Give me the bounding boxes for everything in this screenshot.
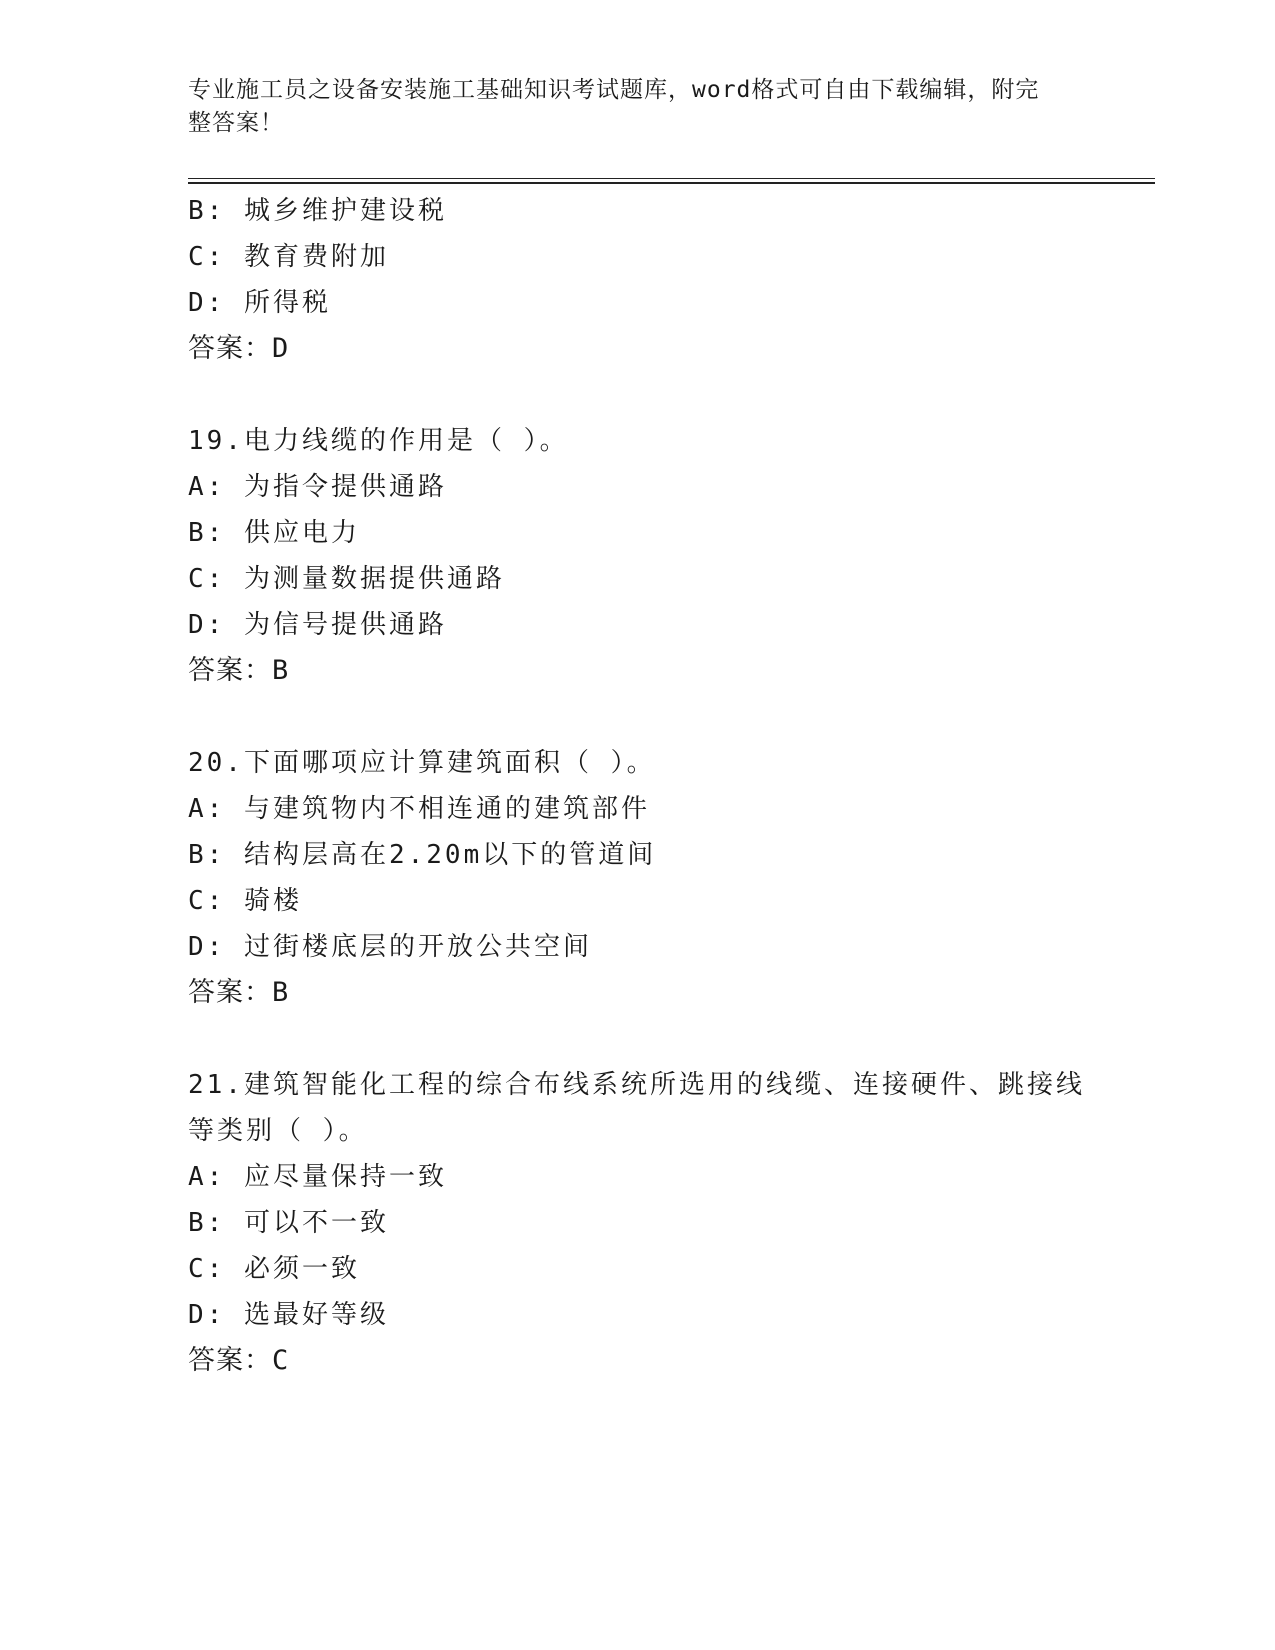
option-line: B: 结构层高在2.20m以下的管道间 <box>188 840 657 870</box>
question-block-19 <box>188 418 1088 694</box>
question-text-line-2: 等类别（ ）。 <box>188 1116 368 1146</box>
option-line: A: 为指令提供通路 <box>188 472 447 502</box>
answer-line: 答案：D <box>188 333 290 364</box>
question-block-20 <box>188 740 1088 1016</box>
option-line: A: 与建筑物内不相连通的建筑部件 <box>188 794 650 824</box>
document-header <box>188 74 1068 140</box>
question-content <box>188 188 1088 1384</box>
previous-question-block <box>188 188 1088 372</box>
question-text: 19.电力线缆的作用是（ ）。 <box>188 426 569 456</box>
option-line: B: 城乡维护建设税 <box>188 196 447 226</box>
option-line: C: 必须一致 <box>188 1254 360 1284</box>
header-line-1: 专业施工员之设备安装施工基础知识考试题库，word格式可自由下载编辑，附完 <box>188 77 1040 103</box>
option-line: B: 供应电力 <box>188 518 360 548</box>
header-divider-thick <box>188 182 1155 184</box>
answer-line: 答案：B <box>188 655 290 686</box>
header-divider-thin <box>188 178 1155 179</box>
option-line: C: 骑楼 <box>188 886 302 916</box>
option-line: B: 可以不一致 <box>188 1208 389 1238</box>
option-line: D: 过街楼底层的开放公共空间 <box>188 932 592 962</box>
option-line: C: 为测量数据提供通路 <box>188 564 505 594</box>
option-line: D: 选最好等级 <box>188 1300 389 1330</box>
question-block-21 <box>188 1062 1088 1384</box>
answer-line: 答案：C <box>188 1345 290 1376</box>
option-line: D: 为信号提供通路 <box>188 610 447 640</box>
option-line: A: 应尽量保持一致 <box>188 1162 447 1192</box>
answer-line: 答案：B <box>188 977 290 1008</box>
question-text: 20.下面哪项应计算建筑面积（ ）。 <box>188 748 656 778</box>
header-line-2: 整答案！ <box>188 110 284 136</box>
option-line: D: 所得税 <box>188 288 331 318</box>
option-line: C: 教育费附加 <box>188 242 389 272</box>
question-text-line-1: 21.建筑智能化工程的综合布线系统所选用的线缆、连接硬件、跳接线 <box>188 1070 1085 1100</box>
